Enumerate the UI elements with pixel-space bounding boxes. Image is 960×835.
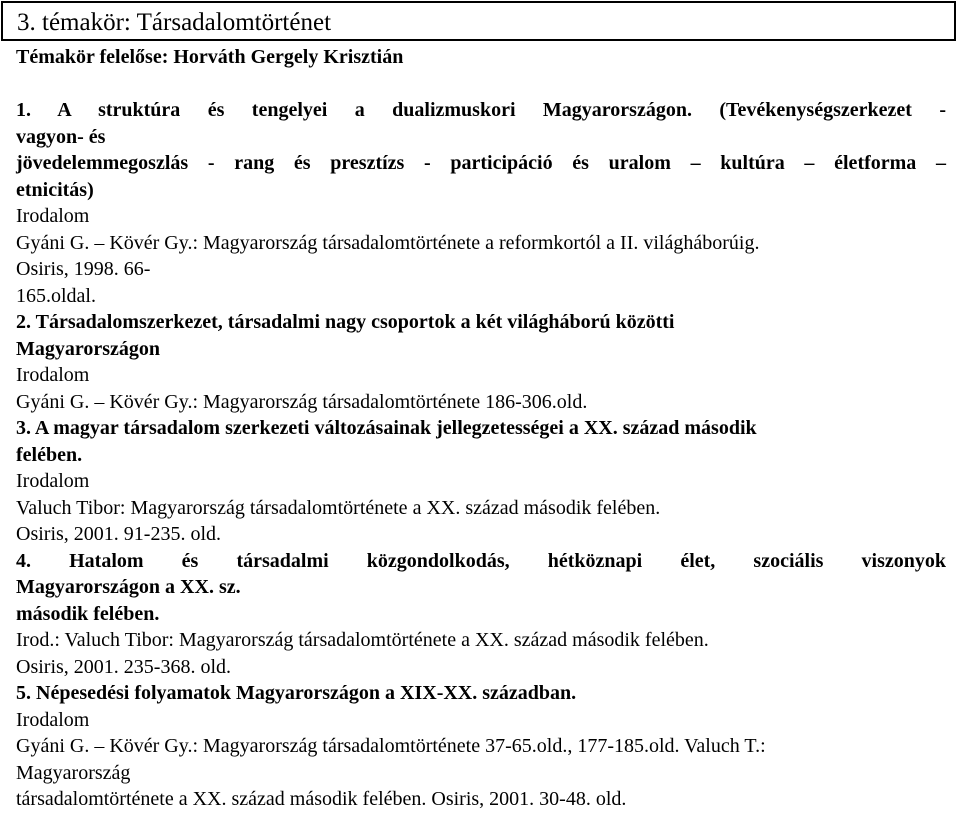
topic-3-literature-line-1: Valuch Tibor: Magyarország társadalomtörténete a XX. század második felében.: [16, 496, 661, 519]
topic-5-literature-line-2: Magyarország: [16, 761, 131, 784]
topic-5: [16, 680, 946, 813]
topic-1-literature-line-2: Osiris, 1998. 66-: [16, 258, 151, 280]
topic-2: [16, 309, 946, 415]
topic-2-title-line-1: 2. Társadalomszerkezet, társadalmi nagy csoportok a két világháború közötti: [16, 311, 675, 333]
topic-1-title-line-2: vagyon- és: [16, 125, 106, 148]
topic-5-literature-line-1: Gyáni G. – Kövér Gy.: Magyarország társadalomtörténete 37-65.old., 177-185.old. Valuch T.:: [16, 735, 766, 757]
topic-1-literature-line-3: 165.oldal.: [16, 284, 96, 307]
topic-4-title-line-3: második felében.: [16, 602, 160, 625]
spacer: [16, 71, 946, 98]
topic-5-literature-line-3: társadalomtörténete a XX. század második felében. Osiris, 2001. 30-48. old.: [16, 788, 627, 810]
topic-3-title-line-2: felében.: [16, 443, 83, 466]
topic-4: [16, 548, 946, 681]
topic-5-title-line-1: 5. Népesedési folyamatok Magyarországon a XIX-XX. században.: [16, 682, 577, 704]
topic-5-literature-heading: Irodalom: [16, 708, 90, 731]
topic-4-title-line-2: Magyarországon a XX. sz.: [16, 576, 241, 598]
topic-1-literature-line-1: Gyáni G. – Kövér Gy.: Magyarország társadalomtörténete a reformkortól a II. világháborúig.: [16, 231, 760, 254]
topic-1-title-line-3: jövedelemmegoszlás - rang és presztízs - participáció és uralom – kultúra – életforma –: [16, 152, 946, 174]
topic-3-title-line-1: 3. A magyar társadalom szerkezeti változásainak jellegzetességei a XX. század második: [16, 417, 757, 439]
topic-1: [16, 97, 946, 309]
topic-2-title-line-2: Magyarországon: [16, 337, 161, 360]
topic-2-literature-line-1: Gyáni G. – Kövér Gy.: Magyarország társadalomtörténete 186-306.old.: [16, 390, 588, 413]
page-title: 3. témakör: Társadalomtörténet: [17, 9, 332, 36]
topic-3: [16, 415, 946, 548]
topic-4-title-line-1: 4. Hatalom és társadalmi közgondolkodás, hétköznapi élet, szociális viszonyok: [16, 549, 946, 572]
topic-1-title-line-1: 1. A struktúra és tengelyei a dualizmuskori Magyarországon. (Tevékenységszerkezet -: [16, 99, 946, 121]
topic-1-title-line-4: etnicitás): [16, 178, 94, 201]
document-body: [16, 44, 946, 813]
topic-3-literature-line-2: Osiris, 2001. 91-235. old.: [16, 523, 221, 545]
responsible-person: Témakör felelőse: Horváth Gergely Krisztián: [16, 46, 404, 68]
topic-4-literature-line-1: Irod.: Valuch Tibor: Magyarország társadalomtörténete a XX. század második felében.: [16, 629, 709, 651]
topic-2-literature-heading: Irodalom: [16, 364, 90, 386]
topic-3-literature-heading: Irodalom: [16, 470, 90, 492]
topic-4-literature-line-2: Osiris, 2001. 235-368. old.: [16, 655, 231, 678]
topic-1-literature-heading: Irodalom: [16, 205, 90, 227]
topic-header-box: [1, 1, 956, 41]
